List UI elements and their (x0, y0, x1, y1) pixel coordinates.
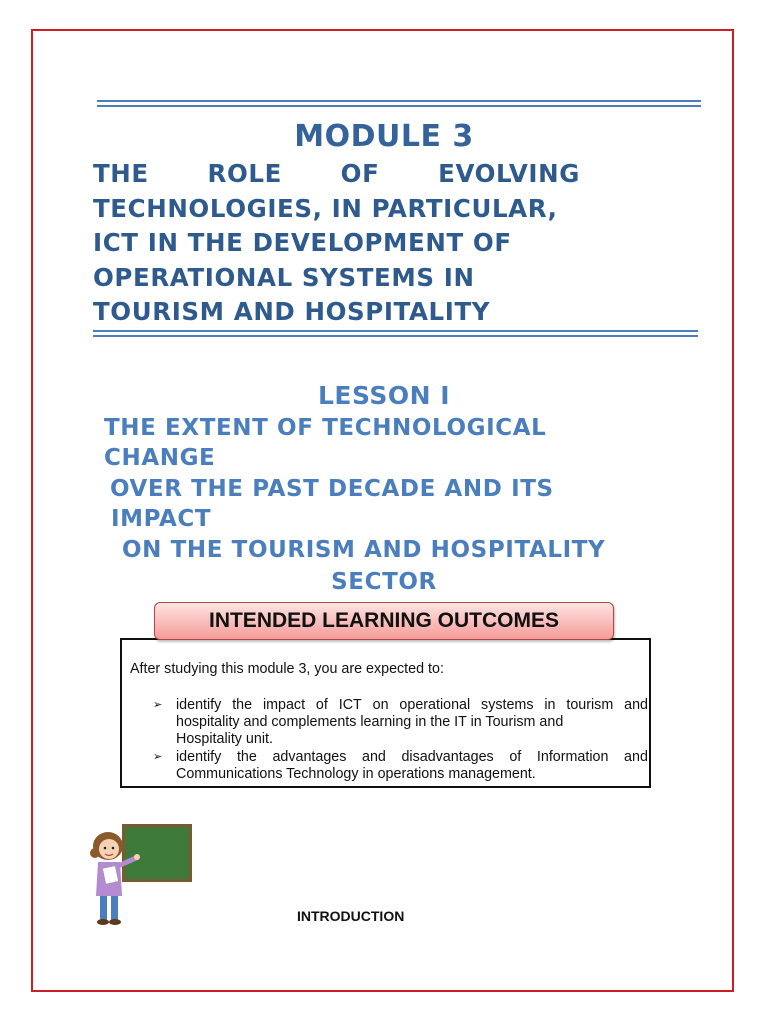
outcome-item-2 (153, 749, 648, 785)
outcomes-intro: After studying this module 3, you are expected to: (130, 661, 444, 677)
subtitle-line-3: ICT IN THE DEVELOPMENT OF (93, 228, 512, 257)
subtitle-line-5: TOURISM AND HOSPITALITY (93, 297, 491, 326)
lesson-line-4: IMPACT (111, 506, 212, 532)
outcome-word: and (624, 749, 648, 765)
module-title: MODULE 3 (294, 119, 474, 154)
subtitle-word: OF (340, 159, 380, 188)
outcome-word: and (362, 749, 386, 765)
outcome-line: hospitality and complements learning in the IT in Tourism and (176, 714, 564, 730)
subtitle-word: THE (93, 159, 149, 188)
outcome-word: in (544, 697, 556, 713)
outcome-word: systems (481, 697, 534, 713)
outcome-line: Hospitality unit. (176, 731, 273, 747)
bottom-rule (93, 330, 698, 332)
outcome-word: ICT (338, 697, 362, 713)
outcome-word: tourism (566, 697, 614, 713)
subtitle-line-2: TECHNOLOGIES, IN PARTICULAR, (93, 193, 558, 223)
outcome-word: disadvantages (401, 749, 494, 765)
lesson-line-6: SECTOR (331, 569, 437, 595)
lesson-line-5: ON THE TOURISM AND HOSPITALITY (122, 537, 606, 563)
outcome-word: operational (399, 697, 471, 713)
outcome-word: the (232, 697, 253, 713)
outcome-word: impact (262, 697, 306, 713)
outcome-word: on (372, 697, 389, 713)
arrow-bullet-icon: ➢ (153, 751, 163, 763)
outcome-word: and (624, 697, 648, 713)
subtitle-line-1 (93, 157, 580, 192)
teacher-at-chalkboard-icon (86, 822, 196, 926)
top-rule (97, 100, 701, 102)
lesson-line-2: CHANGE (104, 445, 216, 471)
subtitle-line-4: OPERATIONAL SYSTEMS IN (93, 262, 475, 292)
top-rule-2 (97, 105, 701, 107)
outcome-line (176, 749, 648, 766)
outcome-word: advantages (272, 749, 347, 765)
outcome-word: of (509, 749, 522, 765)
outcome-word: identify (176, 697, 222, 713)
outcome-item-1 (153, 697, 648, 749)
outcome-line: Communications Technology in operations management. (176, 766, 536, 782)
arrow-bullet-icon: ➢ (153, 699, 163, 711)
subtitle-word: ROLE (207, 159, 282, 188)
outcome-word: Information (536, 749, 609, 765)
outcomes-box (120, 638, 651, 788)
outcomes-banner: INTENDED LEARNING OUTCOMES (154, 602, 614, 640)
lesson-title: LESSON I (317, 381, 451, 410)
outcome-word: identify (176, 749, 222, 765)
outcome-word: the (236, 749, 257, 765)
lesson-line-3: OVER THE PAST DECADE AND ITS (110, 476, 554, 502)
outcome-word: of (315, 697, 328, 713)
subtitle-word: EVOLVING (438, 159, 580, 188)
module-subtitle (93, 157, 613, 330)
introduction-heading: INTRODUCTION (297, 908, 405, 924)
bottom-rule-2 (93, 335, 698, 337)
lesson-line-1: THE EXTENT OF TECHNOLOGICAL (104, 415, 547, 441)
outcome-line (176, 697, 648, 714)
